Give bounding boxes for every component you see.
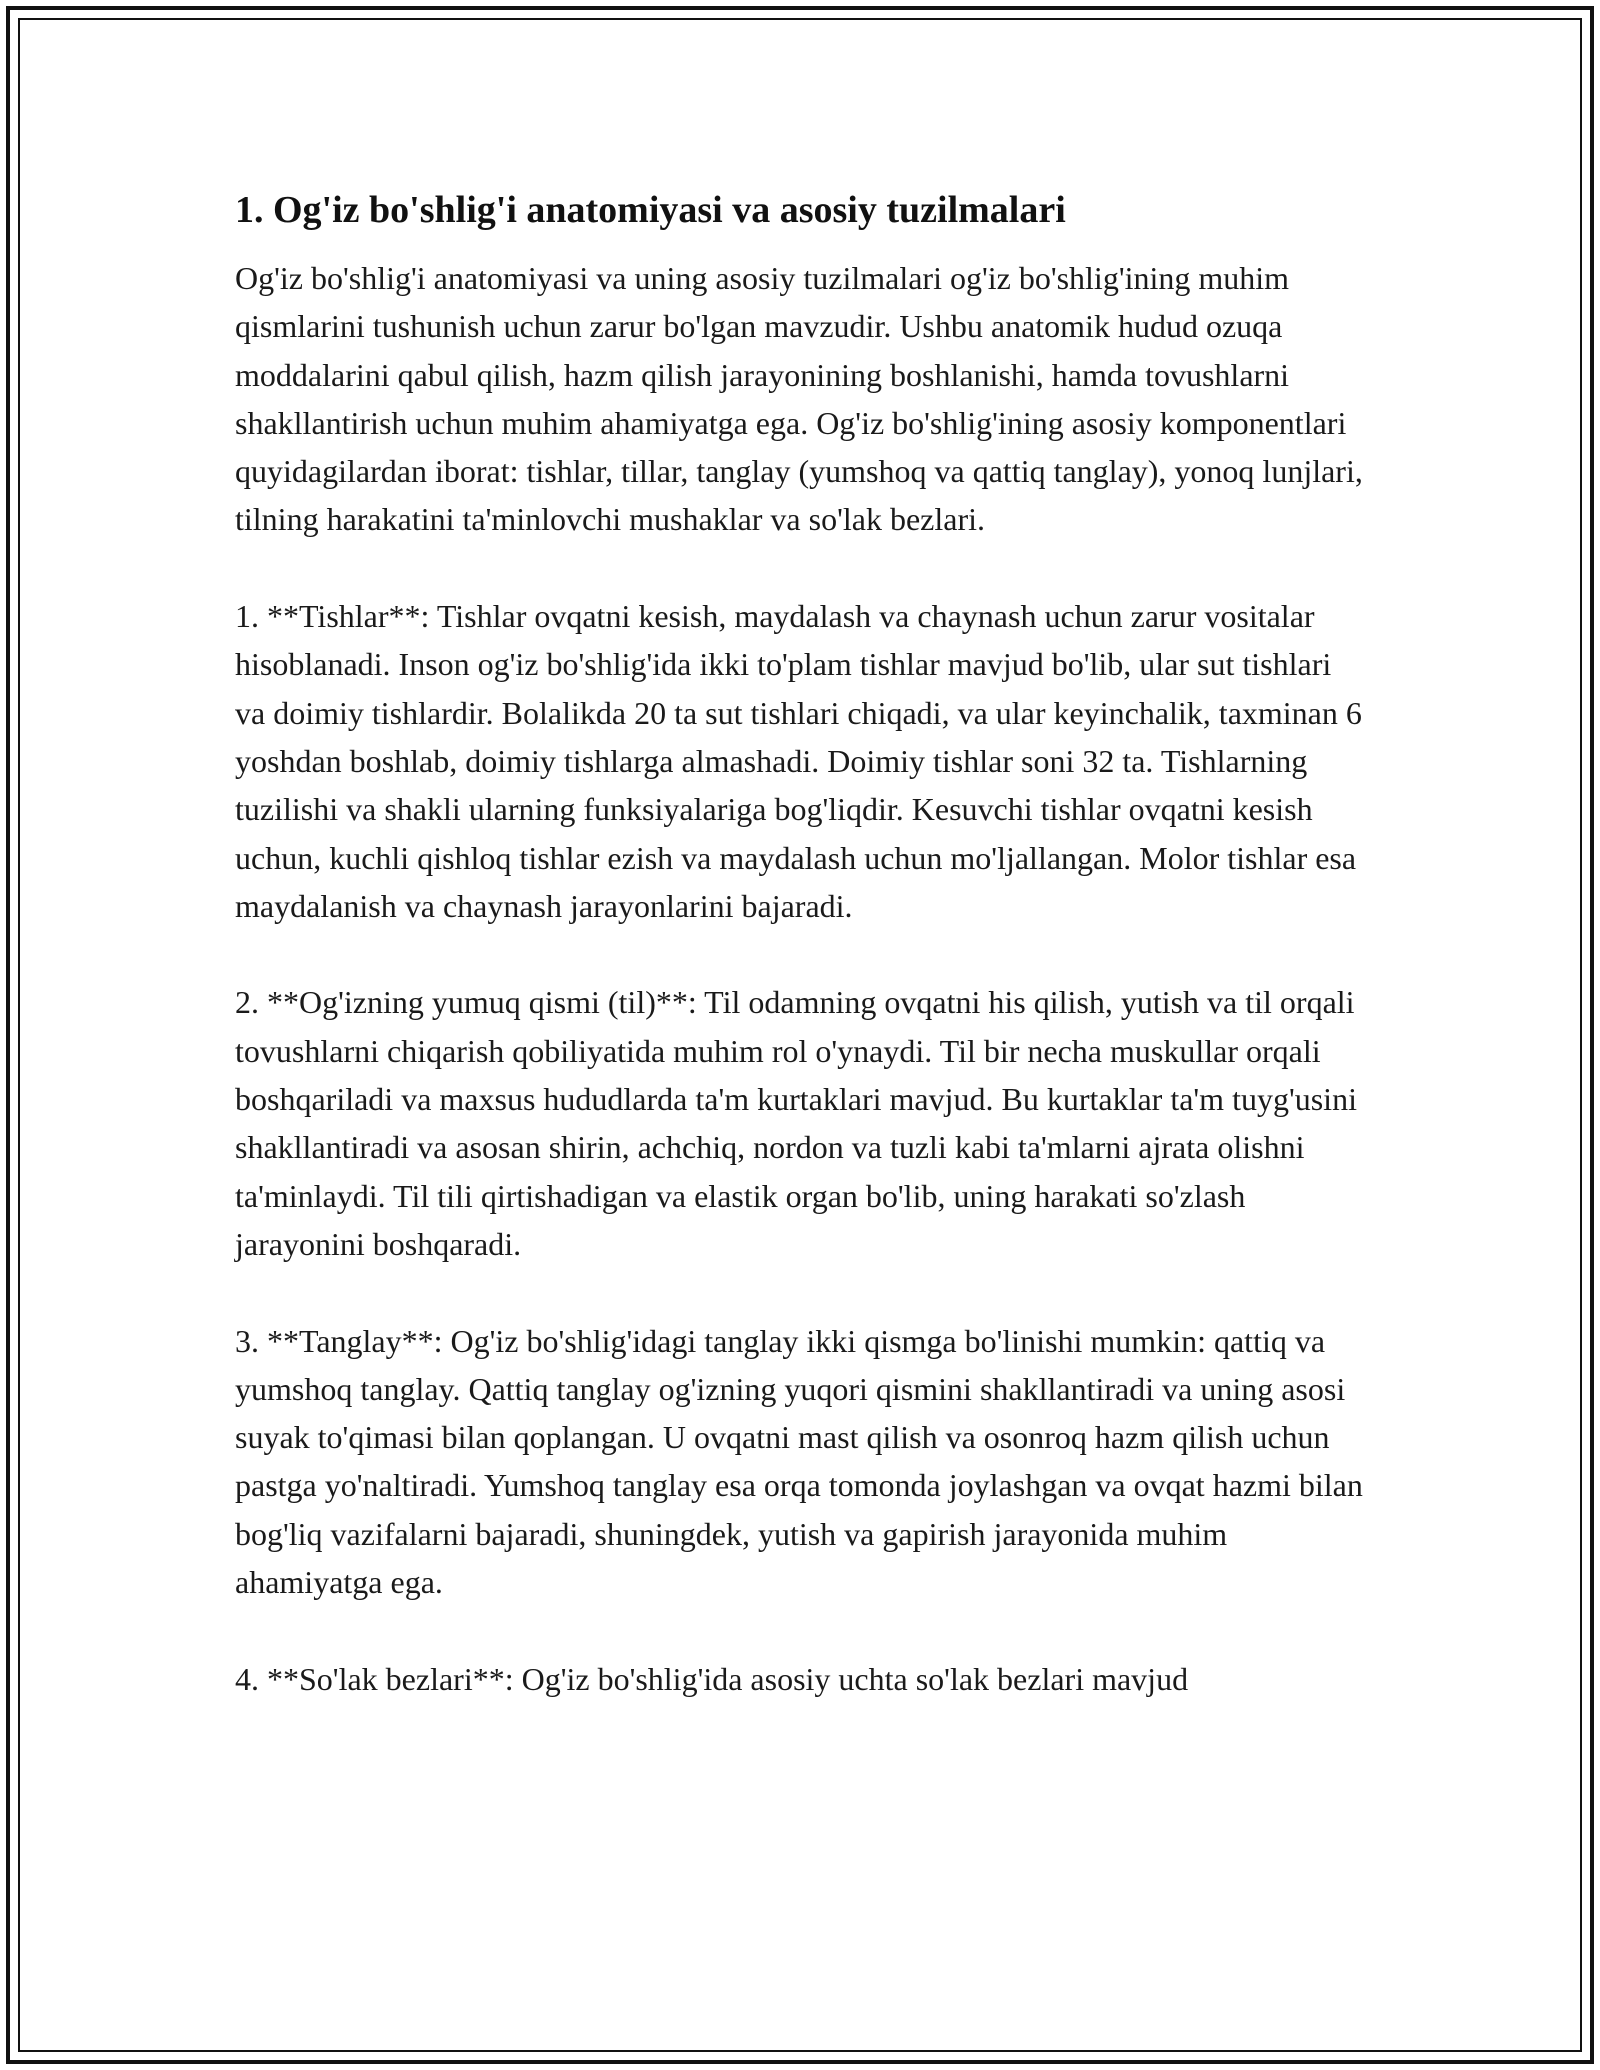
intro-paragraph: Og'iz bo'shlig'i anatomiyasi va uning asosiy tuzilmalari og'iz bo'shlig'ining muhim qismlarini tushunish uchun zarur bo'lgan mavzudir. Ushbu anatomik hudud ozuqa moddalarini qabul qilish, hazm qilish jarayonining boshlanishi, hamda tovushlarni shakllantirish uchun muhim ahamiyatga ega. Og'iz bo'shlig'ining asosiy komponentlari quyidagilardan iborat: tishlar, tillar, tanglay (yumshoq va qattiq tanglay), yonoq lunjlari, tilning harakatini ta'minlovchi mushaklar va so'lak bezlari. (235, 260, 1363, 538)
teeth-paragraph: 1. **Tishlar**: Tishlar ovqatni kesish, maydalash va chaynash uchun zarur vositalar hisoblanadi. Inson og'iz bo'shlig'ida ikki to'plam tishlar mavjud bo'lib, ular sut tishlari va doimiy tishlardir. Bolalikda 20 ta sut tishlari chiqadi, va ular keyinchalik, taxminan 6 yoshdan boshlab, doimiy tishlarga almashadi. Doimiy tishlar soni 32 ta. Tishlarning tuzilishi va shakli ularning funksiyalariga bog'liqdir. Kesuvchi tishlar ovqatni kesish uchun, kuchli qishloq tishlar ezish va maydalash uchun mo'ljallangan. Molor tishlar esa maydalanish va chaynash jarayonlarini bajaradi. (235, 598, 1362, 924)
salivary-glands-paragraph: 4. **So'lak bezlari**: Og'iz bo'shlig'ida asosiy uchta so'lak bezlari mavjud (235, 1660, 1189, 1697)
palate-paragraph: 3. **Tanglay**: Og'iz bo'shlig'idagi tanglay ikki qismga bo'linishi mumkin: qattiq va yumshoq tanglay. Qattiq tanglay og'izning yuqori qismini shakllantiradi va uning asosi suyak to'qimasi bilan qoplangan. U ovqatni mast qilish va osonroq hazm qilish uchun pastga yo'naltiradi. Yumshoq tanglay esa orqa tomonda joylashgan va ovqat hazmi bilan bog'liq vazifalarni bajaradi, shuningdek, yutish va gapirish jarayonida muhim ahamiyatga ega. (235, 1322, 1363, 1601)
document-body (235, 186, 1365, 1751)
tongue-paragraph: 2. **Og'izning yumuq qismi (til)**: Til odamning ovqatni his qilish, yutish va til orqali tovushlarni chiqarish qobiliyatida muhim rol o'ynaydi. Til bir necha muskullar orqali boshqariladi va maxsus hududlarda ta'm kurtaklari mavjud. Bu kurtaklar ta'm tuyg'usini shakllantiradi va asosan shirin, achchiq, nordon va tuzli kabi ta'mlarni ajrata olishni ta'minlaydi. Til tili qirtishadigan va elastik organ bo'lib, uning harakati so'zlash jarayonini boshqaradi. (235, 984, 1357, 1262)
section-title: 1. Og'iz bo'shlig'i anatomiyasi va asosiy tuzilmalari (235, 189, 1066, 231)
